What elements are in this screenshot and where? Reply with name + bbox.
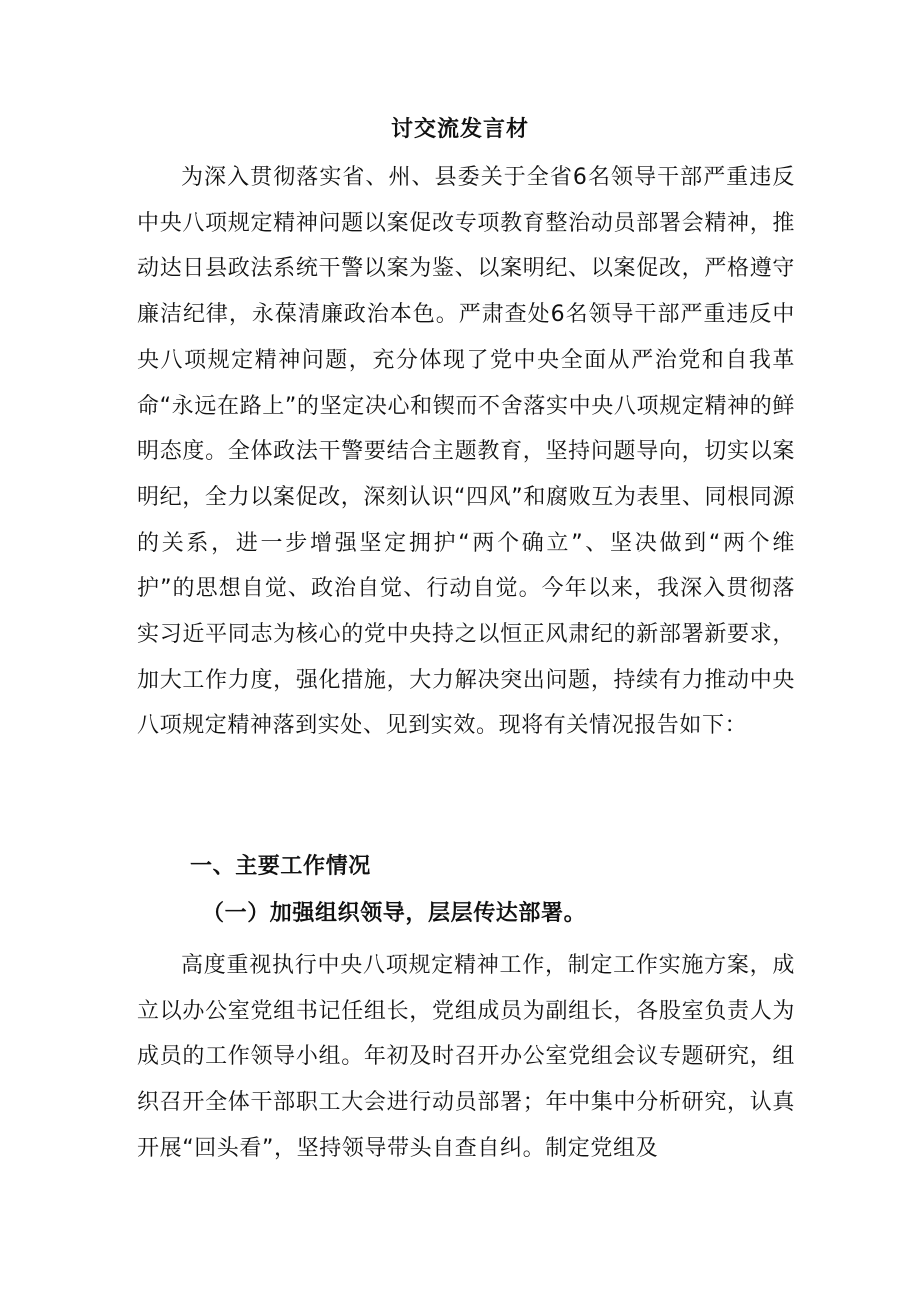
intro-paragraph: 为深入贯彻落实省、州、县委关于全省6名领导干部严重违反中央八项规定精神问题以案促改专项教育整治动员部署会精神，推动达日县政法系统干警以案为鉴、以案明纪、以案促改，严格遵守廉洁纪律，永葆清廉政治本色。严肃查处6名领导干部严重违反中央八项规定精神问题，充分体现了党中央全面从严治党和自我革命“永远在路上”的坚定决心和锲而不舍落实中央八项规定精神的鲜明态度。全体政法干警要结合主题教育，坚持问题导向，切实以案明纪，全力以案促改，深刻认识“四风”和腐败互为表里、同根同源的关系，进一步增强坚定拥护“两个确立”、坚决做到“两个维护”的思想自觉、政治自觉、行动自觉。今年以来，我深入贯彻落实习近平同志为核心的党中央持之以恒正风肃纪的新部署新要求，加大工作力度，强化措施，大力解决突出问题，持续有力推动中央八项规定精神落到实处、见到实效。现将有关情况报告如下： [137,165,795,739]
subsection-heading: （一）加强组织领导，层层传达部署。 [202,901,587,926]
section-heading: 一、主要工作情况 [190,854,371,879]
body-paragraph: 高度重视执行中央八项规定精神工作，制定工作实施方案，成立以办公室党组书记任组长，党组成员为副组长，各股室负责人为成员的工作领导小组。年初及时召开办公室党组会议专题研究，组织召开全体干部职工大会进行动员部署；年中集中分析研究，认真开展“回头看”，坚持领导带头自查自纠。制定党组及 [137,953,795,1161]
document-title: 讨交流发言材 [390,117,529,142]
